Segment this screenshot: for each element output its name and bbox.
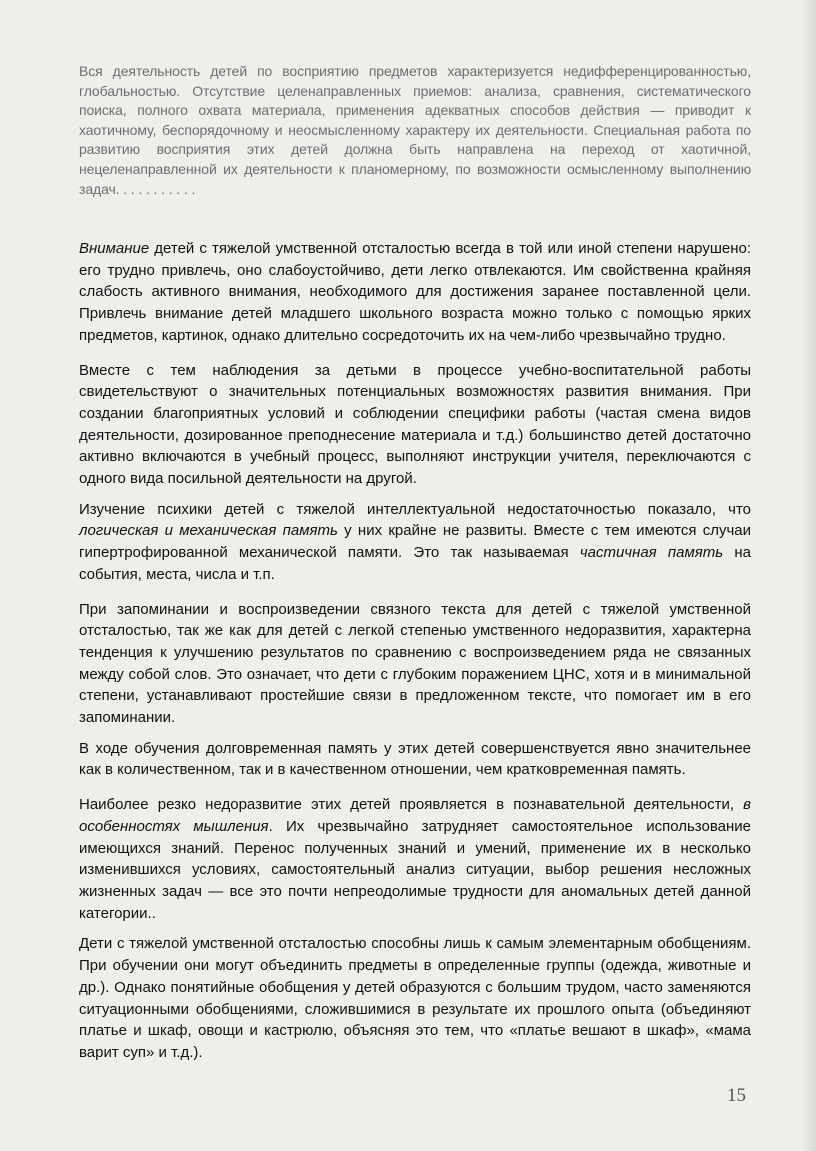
paragraph-observations: Вместе с тем наблюдения за детьми в процессе учебно-воспитательной работы свидетельствуют о значительных потенциальных возможностях развития внимания. При создании благоприятных условий и соблюдении специфики работы (частая смена видов деятельности, дозированное преподнесение материала и т.д.) большинство детей достаточно активно включаются в учебный процесс, выполняют инструкции учителя, переключаются с одного вида посильной деятельности на другой. — [79, 361, 751, 488]
paragraph-long-term-memory: В ходе обучения долговременная память у этих детей совершенствуется явно значительнее как в количественном, так и в качественном отношении, чем кратковременная память. — [79, 739, 751, 779]
paragraph-attention — [79, 238, 751, 347]
intro-paragraph — [79, 62, 751, 208]
paragraph-attention-text: детей с тяжелой умственной отсталостью всегда в той или иной степени нарушено: его трудно привлечь, оно слабоустойчиво, дети легко отвлекаются. Им свойственна крайняя слабость активного внимания, необходимого для достижения заранее поставленной цели. Привлечь внимание детей младшего школьного возраста можно только с помощью ярких предметов, картинок, однако длительно сосредоточить их на чем-либо чрезвычайно трудно. — [79, 240, 751, 344]
term-logical-memory: логическая и механическая память — [79, 522, 338, 540]
paragraph-generalization: Дети с тяжелой умственной отсталостью способны лишь к самым элементарным обобщениям. При обучении они могут объединить предметы в определенные группы (одежда, животные и др.). Однако понятийные обобщения у детей образуются с большим трудом, часто заменяются ситуационными обобщениями, сложившимися в результате их прошлого опыта (объединяют платье и шкаф, овощи и кастрюлю, объясняя это тем, что «платье вешают в шкаф», «мама варит суп» и т.д.). — [79, 935, 751, 1061]
term-partial-memory: частичная память — [579, 544, 724, 562]
page-edge-shadow — [802, 0, 816, 1151]
term-attention: Внимание — [79, 240, 150, 257]
thinking-text-b: . Их чрезвычайно затрудняет самостоятельное использование имеющихся знаний. Перенос полученных знаний и умений, применение их в несколько изменившихся условиях, самостоятельный анализ ситуации, выбор решения несложных жизненных задач — все это почти непреодолимые трудности для аномальных детей данной категории.. — [79, 817, 751, 922]
main-text — [79, 238, 751, 1073]
thinking-text-a: Наиболее резко недоразвитие этих детей проявляется в познавательной деятельности, — [79, 796, 744, 814]
paragraph-thinking — [79, 794, 751, 924]
term-thinking: в особенностях мышления — [79, 796, 751, 835]
paragraph-memory-study — [79, 499, 751, 586]
intro-text: Вся деятельность детей по восприятию предметов характеризуется недифференцированностью, глобальностью. Отсутствие целенаправленных приемов: анализа, сравнения, систематического поиска, полного охвата материала, применения адекватных способов действия — приводит к хаотичному, беспорядочному и неосмысленному характеру их деятельности. Специальная работа по развитию восприятия этих детей должна быть направлена на переход от хаотичной, нецеленаправленной их деятельности к планомерному, по возможности осмысленному выполнению задач. . . . . . . . . . . — [79, 63, 751, 197]
paragraph-text-recall: При запоминании и воспроизведении связного текста для детей с тяжелой умственной отсталостью, так же как для детей с легкой степенью умственного недоразвития, характерна тенденция к улучшению результатов по сравнению с воспроизведением ряда не связанных между собой слов. Это означает, что дети с глубоким поражением ЦНС, хотя и в минимальной степени, устанавливают простейшие связи в предложенном тексте, что помогает им в его запоминании. — [79, 600, 751, 727]
memory-text-c: на события, места, числа и т.п. — [79, 544, 752, 583]
memory-text-a: Изучение психики детей с тяжелой интеллектуальной недостаточностью показало, что — [79, 500, 751, 518]
page-number: 15 — [727, 1085, 746, 1106]
memory-text-b: у них крайне не развиты. Вместе с тем имеются случаи гипертрофированной механической памяти. Это так называемая — [79, 522, 751, 562]
